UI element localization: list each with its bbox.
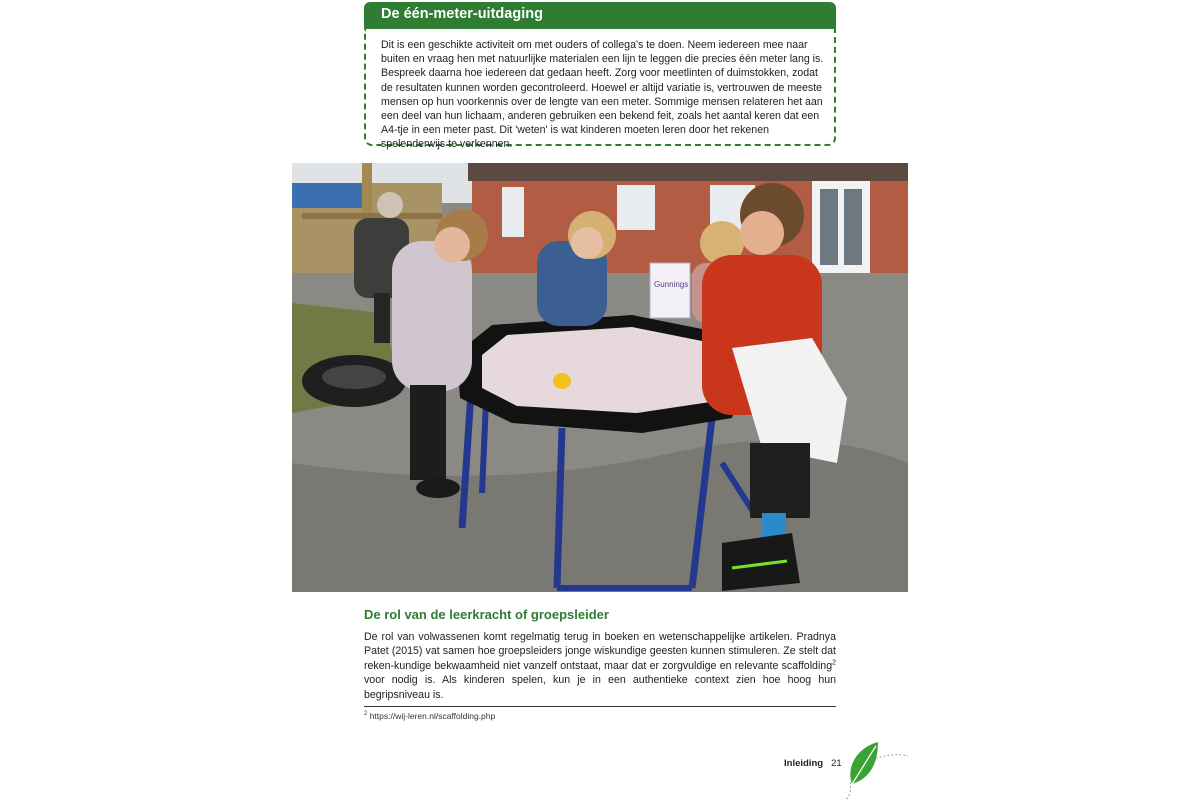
children-water-tray-photo — [292, 163, 908, 592]
footnote-divider — [364, 706, 836, 707]
challenge-box-text: Dit is een geschikte activiteit om met ouders of collega's te doen. Neem iedereen mee naar buiten en vraag hen met natuurlijke materialen een lijn te leggen die precies één meter lang is. Bespreek daarna hoe iedereen dat gedaan heeft. Zorg voor meetlinten of duimstokken, zodat de resultaten kunnen worden gecontroleerd. Hoewel er altijd variatie is, vertrouwen de meeste mensen op hun voorkennis over de lengte van een meter. Sommige mensen relateren het aan een deel van hun lichaam, anderen gebruiken een bekend feit, zoals het aantal keren dat een A4-tje in een meter past. Dit 'weten' is wat kinderen moeten leren door het rekenen spelenderwijs te verkennen. — [381, 39, 824, 151]
footnote-number: 2 — [364, 711, 368, 718]
section-paragraph-part2: voor nodig is. Als kinderen spelen, kun je in een authentieke context zien hoe hoog hun begripsniveau is. — [364, 674, 836, 701]
page-folio — [784, 758, 842, 769]
challenge-box — [364, 2, 836, 151]
challenge-box-header — [364, 2, 836, 29]
leaf-icon — [842, 738, 912, 800]
challenge-box-body — [364, 29, 836, 151]
section-paragraph — [364, 630, 836, 702]
challenge-box-title: De één-meter-uitdaging — [381, 6, 543, 22]
footnote-link[interactable]: https://wij-leren.nl/scaffolding.php — [367, 711, 496, 721]
section-heading: De rol van de leerkracht of groepsleider — [364, 607, 609, 622]
footnote-reference[interactable]: 2 — [832, 659, 836, 667]
chapter-label: Inleiding — [784, 758, 824, 769]
milk-carton-label: Gunnings — [654, 280, 689, 289]
page-number: 21 — [831, 758, 842, 769]
footnote — [364, 711, 495, 721]
section-paragraph-part1: De rol van volwassenen komt regelmatig terug in boeken en wetenschappelijke artikelen. Pradnya Patet (2015) vat samen hoe groepsleiders jonge wiskundige geesten kunnen stimuleren. Ze stelt dat reken-kundige bekwaamheid niet vanzelf ontstaat, maar dat er zorgvuldige en relevante scaffolding — [364, 631, 836, 672]
